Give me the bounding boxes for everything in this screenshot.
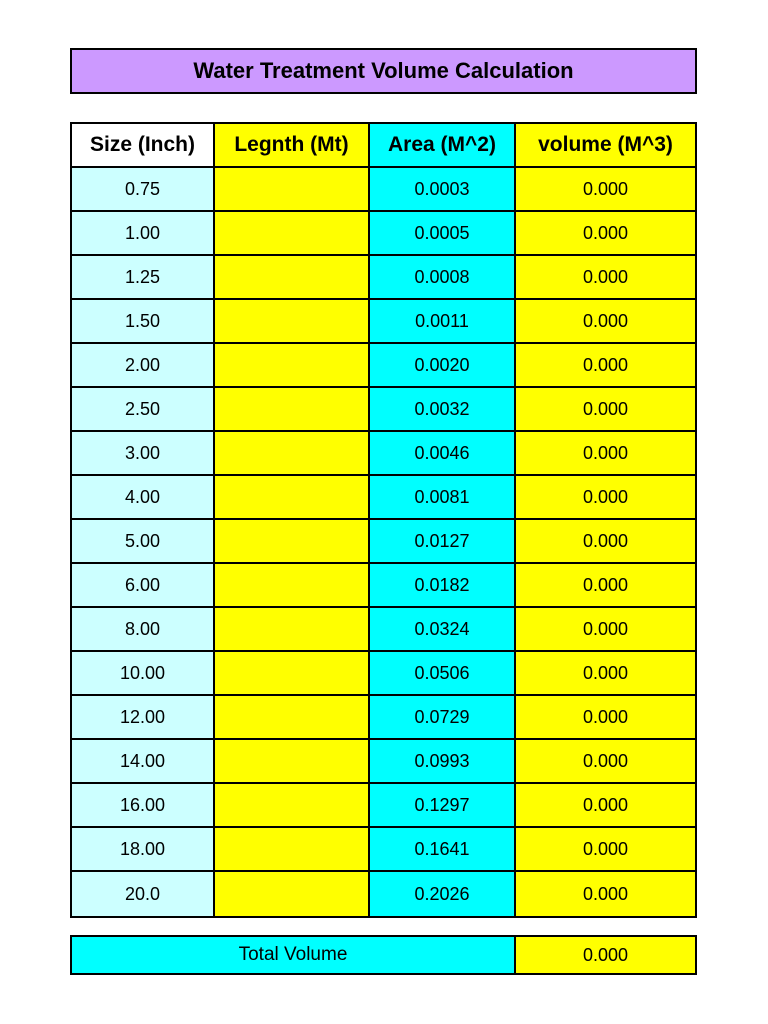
size-cell: 1.25 <box>72 256 215 300</box>
size-cell: 10.00 <box>72 652 215 696</box>
area-cell: 0.0046 <box>370 432 516 476</box>
table-row <box>72 344 695 388</box>
area-cell: 0.0005 <box>370 212 516 256</box>
length-input-cell[interactable] <box>215 432 370 476</box>
header-volume: volume (M^3) <box>516 124 695 168</box>
volume-cell: 0.000 <box>516 740 695 784</box>
volume-cell: 0.000 <box>516 872 695 916</box>
volume-cell: 0.000 <box>516 168 695 212</box>
size-cell: 8.00 <box>72 608 215 652</box>
sheet-title-text: Water Treatment Volume Calculation <box>193 58 574 83</box>
table-row <box>72 388 695 432</box>
volume-cell: 0.000 <box>516 652 695 696</box>
table-row <box>72 564 695 608</box>
area-cell: 0.1297 <box>370 784 516 828</box>
length-input-cell[interactable] <box>215 564 370 608</box>
table-body <box>72 168 695 916</box>
table-row <box>72 476 695 520</box>
size-cell: 3.00 <box>72 432 215 476</box>
area-cell: 0.0324 <box>370 608 516 652</box>
table-row <box>72 520 695 564</box>
table-row <box>72 608 695 652</box>
table-row <box>72 696 695 740</box>
table-row <box>72 652 695 696</box>
area-cell: 0.1641 <box>370 828 516 872</box>
length-input-cell[interactable] <box>215 344 370 388</box>
length-input-cell[interactable] <box>215 256 370 300</box>
volume-cell: 0.000 <box>516 300 695 344</box>
volume-cell: 0.000 <box>516 608 695 652</box>
length-input-cell[interactable] <box>215 872 370 916</box>
size-cell: 0.75 <box>72 168 215 212</box>
volume-cell: 0.000 <box>516 828 695 872</box>
size-cell: 6.00 <box>72 564 215 608</box>
table-row <box>72 212 695 256</box>
length-input-cell[interactable] <box>215 520 370 564</box>
table-row <box>72 168 695 212</box>
area-cell: 0.0127 <box>370 520 516 564</box>
length-input-cell[interactable] <box>215 476 370 520</box>
volume-table <box>70 122 697 918</box>
area-cell: 0.2026 <box>370 872 516 916</box>
length-input-cell[interactable] <box>215 212 370 256</box>
size-cell: 5.00 <box>72 520 215 564</box>
size-cell: 4.00 <box>72 476 215 520</box>
size-cell: 16.00 <box>72 784 215 828</box>
length-input-cell[interactable] <box>215 784 370 828</box>
total-volume-label: Total Volume <box>72 937 516 973</box>
table-row <box>72 872 695 916</box>
volume-cell: 0.000 <box>516 696 695 740</box>
total-volume-row <box>70 935 697 975</box>
table-row <box>72 256 695 300</box>
size-cell: 1.50 <box>72 300 215 344</box>
volume-cell: 0.000 <box>516 388 695 432</box>
area-cell: 0.0020 <box>370 344 516 388</box>
area-cell: 0.0011 <box>370 300 516 344</box>
total-volume-value[interactable]: 0.000 <box>516 937 695 973</box>
size-cell: 2.00 <box>72 344 215 388</box>
size-cell: 12.00 <box>72 696 215 740</box>
volume-cell: 0.000 <box>516 212 695 256</box>
volume-cell: 0.000 <box>516 564 695 608</box>
sheet-title <box>70 48 697 94</box>
volume-cell: 0.000 <box>516 344 695 388</box>
size-cell: 14.00 <box>72 740 215 784</box>
size-cell: 18.00 <box>72 828 215 872</box>
table-row <box>72 784 695 828</box>
area-cell: 0.0506 <box>370 652 516 696</box>
length-input-cell[interactable] <box>215 168 370 212</box>
length-input-cell[interactable] <box>215 300 370 344</box>
area-cell: 0.0729 <box>370 696 516 740</box>
length-input-cell[interactable] <box>215 696 370 740</box>
header-length: Legnth (Mt) <box>215 124 370 168</box>
size-cell: 20.0 <box>72 872 215 916</box>
table-row <box>72 828 695 872</box>
length-input-cell[interactable] <box>215 388 370 432</box>
size-cell: 2.50 <box>72 388 215 432</box>
volume-cell: 0.000 <box>516 476 695 520</box>
volume-cell: 0.000 <box>516 520 695 564</box>
volume-cell: 0.000 <box>516 256 695 300</box>
area-cell: 0.0993 <box>370 740 516 784</box>
table-row <box>72 740 695 784</box>
area-cell: 0.0008 <box>370 256 516 300</box>
volume-cell: 0.000 <box>516 432 695 476</box>
header-size: Size (Inch) <box>72 124 215 168</box>
table-row <box>72 300 695 344</box>
length-input-cell[interactable] <box>215 828 370 872</box>
length-input-cell[interactable] <box>215 740 370 784</box>
area-cell: 0.0081 <box>370 476 516 520</box>
area-cell: 0.0003 <box>370 168 516 212</box>
size-cell: 1.00 <box>72 212 215 256</box>
table-row <box>72 432 695 476</box>
area-cell: 0.0032 <box>370 388 516 432</box>
table-header-row <box>72 124 695 168</box>
area-cell: 0.0182 <box>370 564 516 608</box>
length-input-cell[interactable] <box>215 608 370 652</box>
length-input-cell[interactable] <box>215 652 370 696</box>
header-area: Area (M^2) <box>370 124 516 168</box>
volume-cell: 0.000 <box>516 784 695 828</box>
